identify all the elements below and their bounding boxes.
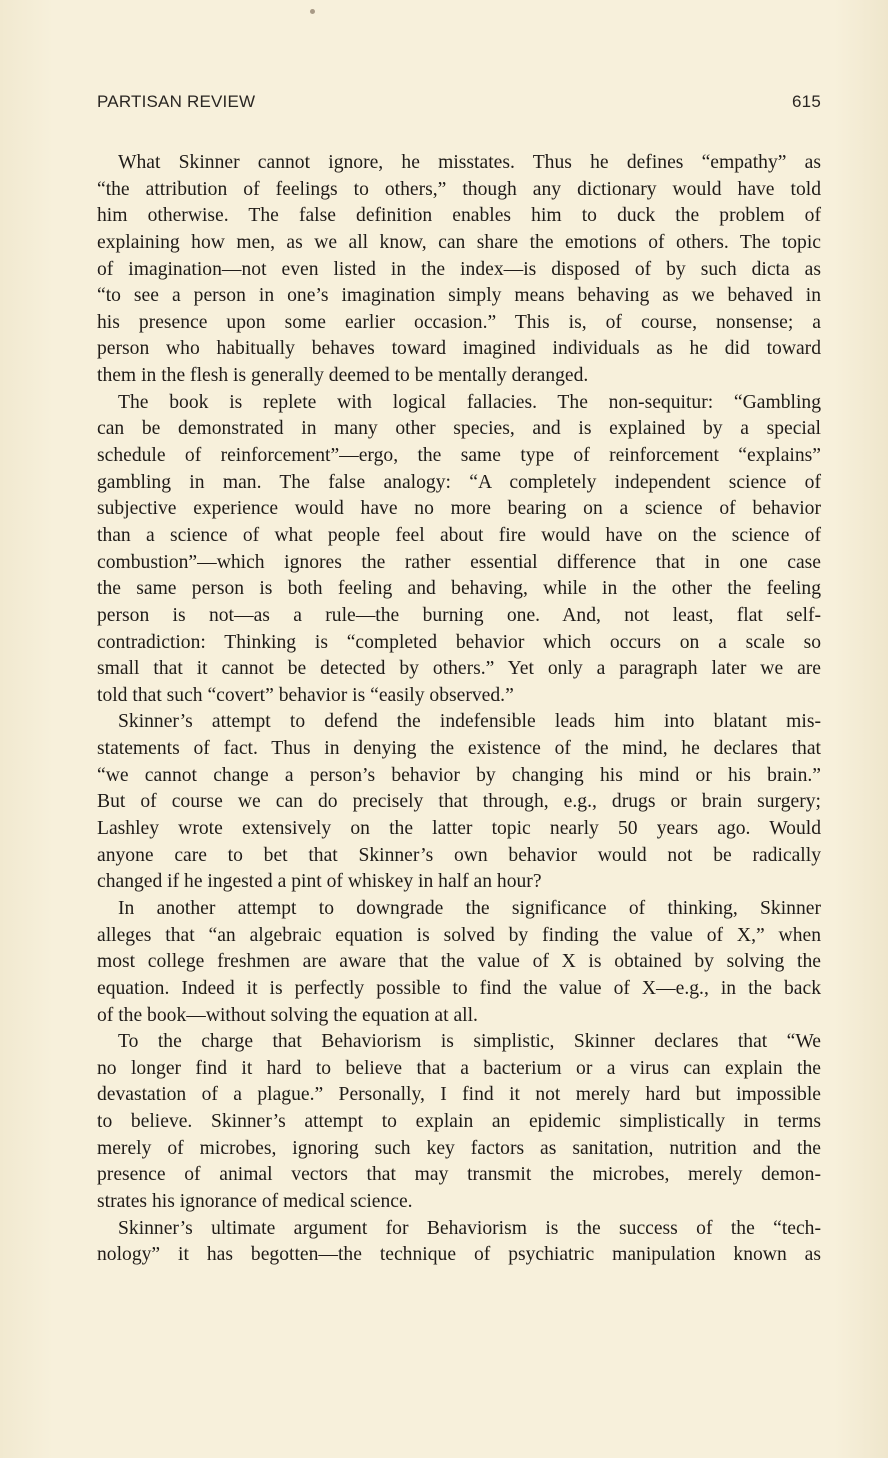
text-line: contradiction: Thinking is “completed behavior which occurs on a scale so — [97, 631, 821, 653]
text-line: strates his ignorance of medical science. — [97, 1190, 413, 1212]
paragraph — [97, 1029, 821, 1215]
text-line: explaining how men, as we all know, can share the emotions of others. The topic — [97, 231, 821, 253]
text-line: “to see a person in one’s imagination simply means behaving as we behaved in — [97, 285, 821, 307]
text-line: subjective experience would have no more bearing on a science of behavior — [97, 498, 821, 520]
running-header — [97, 92, 821, 112]
text-line: can be demonstrated in many other species, and is explained by a special — [97, 418, 821, 440]
text-line: anyone care to bet that Skinner’s own behavior would not be radically — [97, 844, 821, 866]
text-line: told that such “covert” behavior is “easily observed.” — [97, 684, 514, 706]
paragraph — [97, 150, 821, 390]
text-line: In another attempt to downgrade the significance of thinking, Skinner — [118, 897, 821, 919]
text-line: Skinner’s ultimate argument for Behaviorism is the success of the “tech- — [118, 1217, 821, 1239]
text-line: statements of fact. Thus in denying the existence of the mind, he declares that — [97, 738, 821, 760]
text-line: his presence upon some earlier occasion.” This is, of course, nonsense; a — [97, 311, 821, 333]
text-line: To the charge that Behaviorism is simplistic, Skinner declares that “We — [118, 1031, 821, 1053]
text-line: alleges that “an algebraic equation is solved by finding the value of X,” when — [97, 924, 821, 946]
text-line: changed if he ingested a pint of whiskey in half an hour? — [97, 871, 542, 893]
text-line: The book is replete with logical fallacies. The non-sequitur: “Gambling — [118, 391, 821, 413]
text-line: combustion”—which ignores the rather essential difference that in one case — [97, 551, 821, 573]
text-line: merely of microbes, ignoring such key factors as sanitation, nutrition and the — [97, 1137, 821, 1159]
text-line: What Skinner cannot ignore, he misstates. Thus he defines “empathy” as — [118, 152, 821, 173]
text-line: person who habitually behaves toward imagined individuals as he did toward — [97, 338, 821, 360]
text-line: of imagination—not even listed in the index—is disposed of by such dicta as — [97, 258, 821, 280]
scan-speck — [310, 9, 315, 14]
text-line: to believe. Skinner’s attempt to explain an epidemic simplistically in terms — [97, 1111, 821, 1133]
text-line: devastation of a plague.” Personally, I find it not merely hard but impossible — [97, 1084, 821, 1106]
text-line: But of course we can do precisely that through, e.g., drugs or brain surgery; — [97, 791, 821, 813]
text-line: equation. Indeed it is perfectly possible to find the value of X—e.g., in the back — [97, 977, 821, 999]
text-line: presence of animal vectors that may transmit the microbes, merely demon- — [97, 1164, 821, 1186]
body-text — [97, 150, 821, 1269]
text-line: them in the flesh is generally deemed to be mentally deranged. — [97, 365, 589, 387]
paragraph — [97, 1216, 821, 1269]
text-line: Lashley wrote extensively on the latter topic nearly 50 years ago. Would — [97, 818, 821, 840]
text-line: schedule of reinforcement”—ergo, the same type of reinforcement “explains” — [97, 445, 821, 467]
page-number: 615 — [792, 92, 821, 111]
paragraph — [97, 709, 821, 895]
text-line: than a science of what people feel about fire would have on the science of — [97, 524, 821, 546]
text-line: no longer find it hard to believe that a bacterium or a virus can explain the — [97, 1057, 821, 1079]
text-line: person is not—as a rule—the burning one. And, not least, flat self- — [97, 604, 821, 626]
text-line: gambling in man. The false analogy: “A completely independent science of — [97, 471, 821, 493]
journal-title: PARTISAN REVIEW — [97, 92, 256, 111]
text-line: the same person is both feeling and behaving, while in the other the feeling — [97, 578, 821, 600]
text-line: “the attribution of feelings to others,” though any dictionary would have told — [97, 178, 821, 200]
text-line: small that it cannot be detected by others.” Yet only a paragraph later we are — [97, 658, 821, 680]
text-line: “we cannot change a person’s behavior by changing his mind or his brain.” — [97, 764, 821, 786]
text-line: Skinner’s attempt to defend the indefensible leads him into blatant mis- — [118, 711, 821, 733]
text-line: him otherwise. The false definition enables him to duck the problem of — [97, 205, 821, 227]
text-line: most college freshmen are aware that the value of X is obtained by solving the — [97, 951, 821, 973]
paragraph — [97, 390, 821, 710]
text-line: nology” it has begotten—the technique of psychiatric manipulation known as — [97, 1244, 821, 1266]
paragraph — [97, 896, 821, 1029]
text-line: of the book—without solving the equation at all. — [97, 1004, 478, 1026]
